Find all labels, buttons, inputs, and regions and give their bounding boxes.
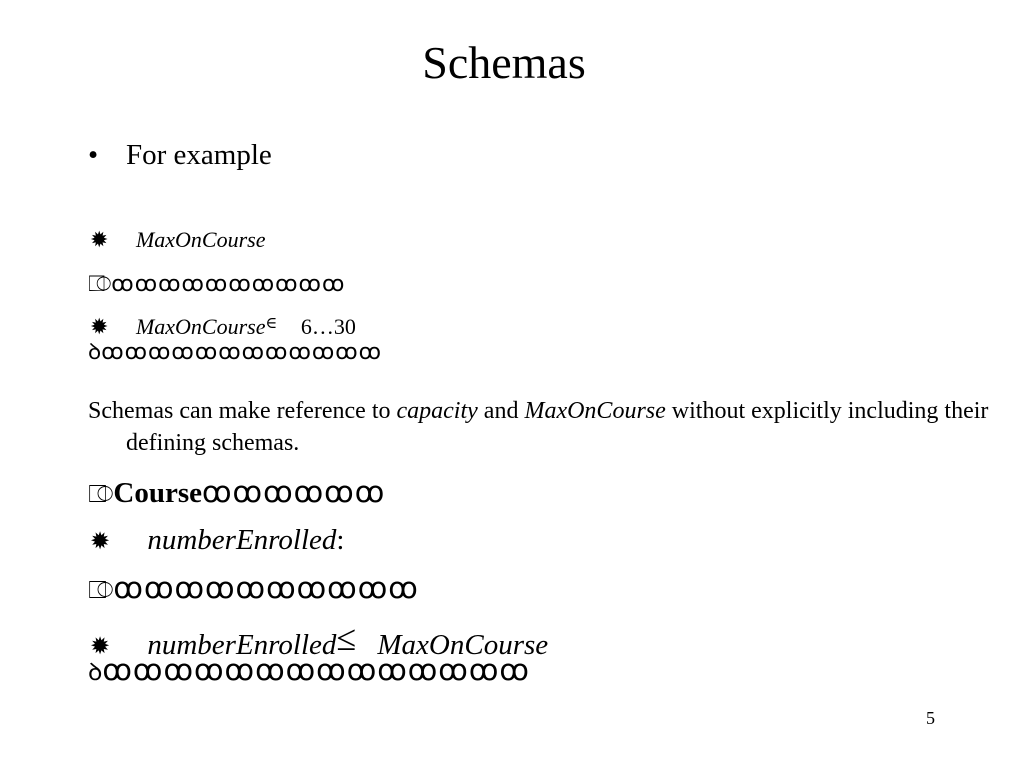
schema-two-end bbox=[88, 652, 530, 690]
schema-end-rule: ꝏꝏꝏꝏꝏꝏꝏꝏꝏꝏꝏꝏꝏꝏ bbox=[102, 653, 530, 687]
schema-end-rule: ꝏꝏꝏꝏꝏꝏꝏꝏꝏꝏꝏꝏ bbox=[101, 340, 383, 365]
asterisk-bullet-icon: ✹ bbox=[90, 315, 109, 340]
schema-divider-rule: ꝏꝏꝏꝏꝏꝏꝏꝏꝏꝏ bbox=[113, 571, 419, 605]
declaration-name: numberEnrolled bbox=[147, 524, 337, 556]
predicate-name: MaxOnCourse bbox=[135, 314, 266, 339]
note-maxoncourse: MaxOnCourse bbox=[524, 398, 666, 424]
schema-two-declaration bbox=[90, 522, 344, 559]
predicate-value: 6…30 bbox=[300, 314, 356, 339]
schema-one-declaration bbox=[90, 226, 265, 255]
pointing-hand-icon: ⎄ bbox=[88, 576, 114, 604]
predicate-left: numberEnrolled bbox=[147, 629, 337, 661]
schema-one-divider bbox=[88, 270, 345, 299]
slide-title: Schemas bbox=[422, 37, 586, 88]
bullet-icon: • bbox=[88, 139, 99, 171]
page-number: 5 bbox=[926, 708, 935, 728]
schema-name: Course bbox=[113, 477, 203, 509]
pointing-hand-icon: ⎄ bbox=[88, 480, 114, 508]
intro-bullet-item bbox=[88, 137, 272, 173]
asterisk-bullet-icon: ✹ bbox=[90, 632, 111, 660]
pen-nib-icon: ꝺ bbox=[88, 340, 102, 365]
element-of-symbol: ∈ bbox=[265, 315, 278, 332]
explanation-note bbox=[88, 395, 1024, 459]
schema-one-end bbox=[88, 338, 382, 367]
note-text: without explicitly including their defining schemas. bbox=[126, 398, 989, 456]
intro-text: For example bbox=[126, 139, 272, 171]
less-or-equal-symbol: ≤ bbox=[336, 618, 357, 658]
pointing-hand-icon: ⎄ bbox=[88, 272, 112, 297]
pen-nib-icon: ꝺ bbox=[88, 658, 103, 686]
schema-two-divider bbox=[88, 570, 419, 608]
schema-header-rule: ꝏꝏꝏꝏꝏꝏ bbox=[202, 475, 386, 509]
schema-two-header bbox=[88, 474, 385, 512]
asterisk-bullet-icon: ✹ bbox=[90, 228, 109, 253]
schema-divider-rule: ꝏꝏꝏꝏꝏꝏꝏꝏꝏꝏ bbox=[111, 272, 346, 297]
declaration-colon: : bbox=[336, 524, 345, 556]
note-capacity: capacity bbox=[396, 398, 478, 424]
asterisk-bullet-icon: ✹ bbox=[90, 527, 111, 555]
declaration-name: MaxOnCourse bbox=[135, 227, 266, 252]
note-text: and bbox=[477, 398, 525, 424]
predicate-right: MaxOnCourse bbox=[377, 629, 549, 661]
note-text: Schemas can make reference to bbox=[88, 398, 397, 424]
